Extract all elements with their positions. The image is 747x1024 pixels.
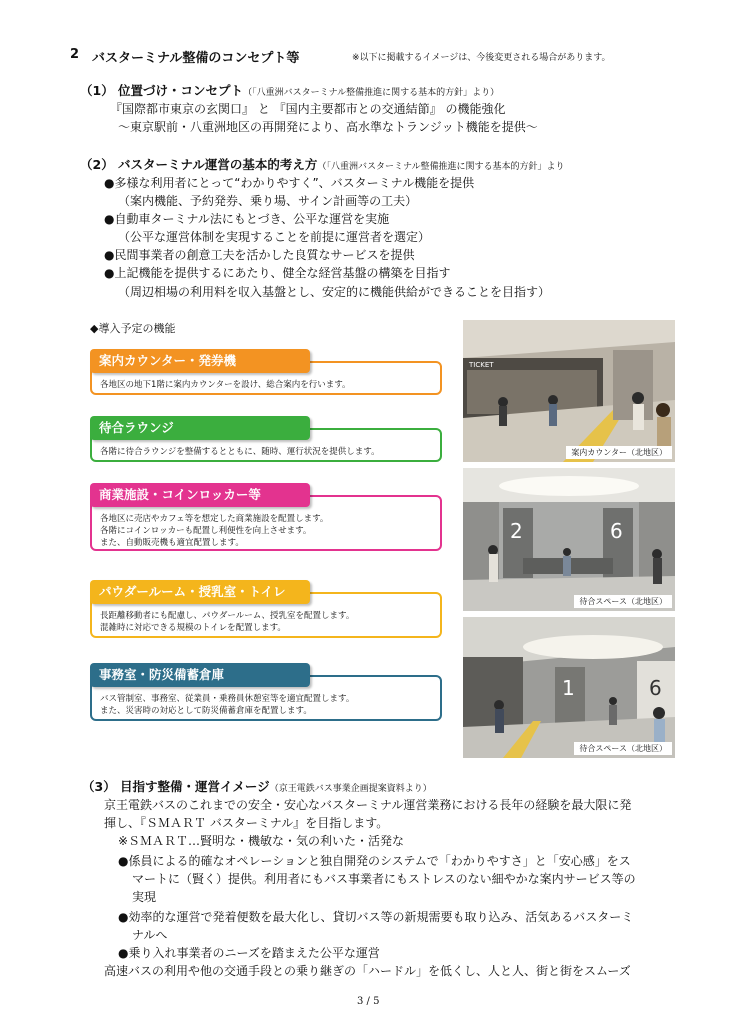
sub2-line: （案内機能、予約発券、乗り場、サイン計画等の工夫） bbox=[118, 194, 418, 208]
sub3-line: ●係員による的確なオペレーションと独自開発のシステムで「わかりやすさ」と「安心感」をス bbox=[118, 854, 631, 868]
section-number: 2 bbox=[70, 47, 80, 62]
sub2-line: ●自動車ターミナル法にもとづき、公平な運営を実施 bbox=[104, 212, 390, 226]
card-title: 商業施設・コインロッカー等 bbox=[90, 483, 310, 507]
card-desc bbox=[100, 379, 351, 391]
sub3-line: 高速バスの利用や他の交通手段との乗り継ぎの「ハードル」を低くし、人と人、街と街をスムーズ bbox=[104, 964, 631, 978]
photo-caption: 案内カウンター（北地区） bbox=[566, 446, 672, 459]
photo-info-counter bbox=[463, 320, 675, 462]
sub2-line: （周辺相場の利用料を収入基盤とし、安定的に機能供給ができることを目指す） bbox=[118, 285, 551, 299]
section-title: バスターミナル整備のコンセプト等 bbox=[92, 51, 300, 66]
ticket-sign: TICKET bbox=[469, 361, 494, 369]
info-counter-illustration bbox=[463, 320, 675, 462]
card-desc-line: 各階にコインロッカーも配置し利便性を向上させます。 bbox=[100, 526, 312, 536]
card-desc-line: また、災害時の対応として防災備蓄倉庫を配置します。 bbox=[100, 706, 312, 716]
card-desc bbox=[100, 693, 354, 717]
sub3-heading: （3） 目指す整備・運営イメージ bbox=[82, 779, 270, 794]
sub3-line: マートに（賢く）提供。利用者にもバス事業者にもストレスのない細やかな案内サービス等の bbox=[132, 872, 636, 886]
sub2-line: （公平な運営体制を実現することを前提に運営者を選定） bbox=[118, 230, 431, 244]
card-desc-line: 各階に待合ラウンジを整備するとともに、随時、運行状況を提供します。 bbox=[100, 447, 380, 457]
photo-waiting-area-2 bbox=[463, 617, 675, 758]
sub2-line: ●民間事業者の創意工夫を活かした良質なサービスを提供 bbox=[104, 248, 415, 262]
card-desc bbox=[100, 513, 328, 549]
photo-waiting-area-1 bbox=[463, 468, 675, 611]
card-desc-line: 混雑時に対応できる規模のトイレを配置します。 bbox=[100, 623, 286, 633]
sub3-line: ●乗り入れ事業者のニーズを踏まえた公平な運営 bbox=[118, 946, 380, 960]
sub3-line: ●効率的な運営で発着便数を最大化し、貸切バス等の新規需要も取り込み、活気あるバスターミ bbox=[118, 910, 634, 924]
waiting-area-illustration bbox=[463, 468, 675, 611]
gate-number-right: 6 bbox=[649, 676, 662, 700]
sub3-line: 揮し、『ＳＭＡＲＴ バスターミナル』を目指します。 bbox=[104, 816, 389, 830]
card-title: 事務室・防災備蓄倉庫 bbox=[90, 663, 310, 687]
card-desc bbox=[100, 610, 354, 634]
sub1-heading-row bbox=[80, 80, 499, 99]
card-desc-line: また、自動販売機も適宜配置します。 bbox=[100, 538, 244, 548]
sub2-heading-row bbox=[80, 154, 565, 173]
card-title: パウダールーム・授乳室・トイレ bbox=[90, 580, 310, 604]
sub1-line2: ～東京駅前・八重洲地区の再開発により、高水準なトランジット機能を提供～ bbox=[118, 120, 538, 134]
sub2-heading: （2） バスターミナル運営の基本的考え方 bbox=[80, 157, 318, 172]
sub1-heading: （1） 位置づけ・コンセプト bbox=[80, 83, 244, 98]
sub3-line: ※ＳＭＡＲＴ…賢明な・機敏な・気の利いた・活発な bbox=[118, 834, 405, 848]
card-desc-line: バス管制室、事務室、従業員・乗務員休憩室等を適宜配置します。 bbox=[100, 694, 355, 704]
sub3-line: 京王電鉄バスのこれまでの安全・安心なバスターミナル運営業務における長年の経験を最大限に発 bbox=[104, 798, 632, 812]
card-title: 案内カウンター・発券機 bbox=[90, 349, 310, 373]
waiting-area-illustration bbox=[463, 617, 675, 758]
card-desc bbox=[100, 446, 380, 458]
sub2-source: （「八重洲バスターミナル整備推進に関する基本的方針」より bbox=[317, 162, 565, 172]
card-desc-line: 各地区に売店やカフェ等を想定した商業施設を配置します。 bbox=[100, 514, 329, 524]
page-number: 3 / 5 bbox=[357, 996, 380, 1007]
sub3-heading-row bbox=[82, 776, 432, 795]
gate-number-right: 6 bbox=[610, 519, 623, 543]
sub3-line: 実現 bbox=[132, 890, 157, 904]
card-title: 待合ラウンジ bbox=[90, 416, 310, 440]
sub1-line1: 『国際都市東京の玄関口』 と 『国内主要都市との交通結節』 の機能強化 bbox=[110, 102, 506, 116]
section-note: ※以下に掲載するイメージは、今後変更される場合があります。 bbox=[352, 53, 611, 63]
card-desc-line: 各地区の地下1階に案内カウンターを設け、総合案内を行います。 bbox=[100, 380, 351, 390]
gate-number-left: 1 bbox=[562, 676, 575, 700]
sub3-line: ナルへ bbox=[132, 928, 168, 942]
sub1-source: （「八重洲バスターミナル整備推進に関する基本的方針」より） bbox=[243, 88, 500, 98]
gate-number-left: 2 bbox=[510, 519, 523, 543]
photo-caption: 待合スペース（北地区） bbox=[574, 742, 672, 755]
features-heading: ◆導入予定の機能 bbox=[90, 322, 176, 335]
sub3-source: （京王電鉄バス事業企画提案資料より） bbox=[269, 784, 432, 794]
sub2-line: ●多様な利用者にとって“わかりやすく”、バスターミナル機能を提供 bbox=[104, 176, 475, 190]
sub2-line: ●上記機能を提供するにあたり、健全な経営基盤の構築を目指す bbox=[104, 266, 451, 280]
card-desc-line: 長距離移動者にも配慮し、パウダールーム、授乳室を配置します。 bbox=[100, 611, 355, 621]
photo-caption: 待合スペース（北地区） bbox=[574, 595, 672, 608]
